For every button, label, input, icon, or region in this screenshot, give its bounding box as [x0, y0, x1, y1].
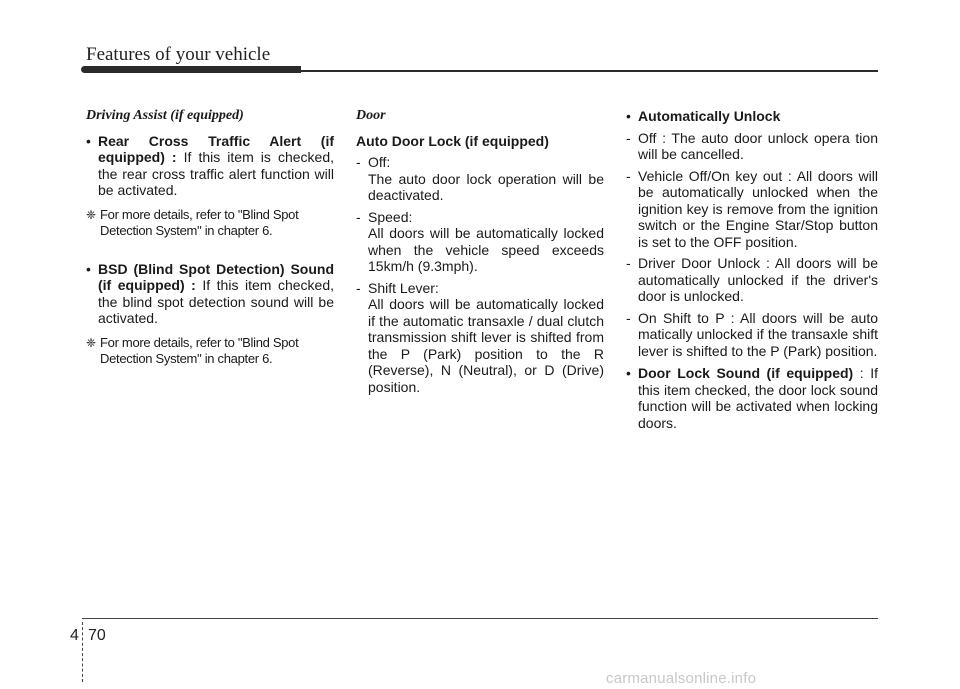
section-title-door: Door [356, 108, 386, 123]
list-item-unlock-shift-p: - On Shift to P : All doors will be auto matically unlocked if the transaxle shift lever is shifted to the P (Park) position. [626, 309, 878, 359]
page-chapter: 4 [70, 627, 79, 644]
list-item-off: - Off: The auto door lock operation will be deactivated. [356, 154, 604, 203]
header-bar-thick [81, 66, 301, 73]
header-bar-thin [296, 70, 878, 72]
item-text: Off : The auto door unlock opera tion will be cancelled. [638, 129, 878, 162]
column-automatically-unlock [626, 108, 878, 439]
column-door [356, 108, 604, 400]
item-label: Off: [368, 154, 391, 170]
note-text: For more details, refer to "Blind Spot Detection System" in chapter 6. [100, 206, 299, 238]
bullet-dot-icon: • [86, 260, 91, 277]
page-number: 70 [88, 627, 106, 644]
bullet-door-lock-sound [626, 365, 878, 431]
note-blind-spot-1 [86, 207, 334, 239]
item-text: On Shift to P : All doors will be auto matically unlocked if the transaxle shift lever is shifted to the P (Park) position. [638, 309, 878, 359]
bullet-bsd-sound [86, 261, 334, 327]
bullet-dot-icon: • [626, 108, 631, 124]
note-asterisk-icon: ❈ [86, 207, 96, 222]
subtitle-auto-door-lock: Auto Door Lock (if equipped) [356, 132, 549, 149]
footer-rule [82, 618, 878, 619]
bullet-dot-icon: • [626, 365, 631, 381]
item-label: Shift Lever: [368, 279, 439, 296]
column-driving-assist [86, 108, 334, 389]
item-text: Driver Door Unlock : All doors will be automatically unlocked if the driver's door is unlocked. [638, 255, 878, 304]
bullet-text: If this item is checked, the rear cross traffic alert function will be activated. [98, 149, 334, 198]
bullet-label: Rear Cross Traffic Alert (if equipped) : [98, 132, 334, 165]
note-text: For more details, refer to "Blind Spot Detection System" in chapter 6. [100, 334, 299, 366]
item-desc: The auto door lock operation will be deactivated. [368, 170, 604, 203]
note-asterisk-icon: ❈ [86, 335, 96, 350]
section-title-driving-assist: Driving Assist (if equipped) [86, 108, 244, 123]
bullet-title: Automatically Unlock [638, 108, 781, 124]
bullet-automatically-unlock [626, 108, 878, 125]
note-blind-spot-2 [86, 335, 334, 367]
bullet-rear-cross-traffic-alert [86, 133, 334, 199]
bullet-label: BSD (Blind Spot Detection) Sound (if equipped) : [98, 260, 334, 293]
list-item-unlock-off: - Off : The auto door unlock opera tion will be cancelled. [626, 129, 878, 162]
item-desc: All doors will be automatically locked if the automatic transaxle / dual clutch transmission shift lever is shifted from the P (Park) position to the R (Reverse), N (Neutral), or D (Drive) position. [368, 296, 604, 395]
bullet-text: If this item checked, the blind spot detection sound will be activated. [98, 277, 334, 326]
header-title: Features of your vehicle [86, 44, 271, 65]
bullet-text: : If this item checked, the door lock sound function will be activated when locking doors. [638, 365, 879, 431]
list-item-unlock-key-out: - Vehicle Off/On key out : All doors will be automatically unlocked when the ignition key is remove from the ignition switch or the Engine Star/Stop button is set to the OFF position. [626, 167, 878, 250]
bullet-dot-icon: • [86, 132, 91, 149]
bullet-label: Door Lock Sound (if equipped) [638, 365, 854, 381]
item-label: Speed: [368, 208, 413, 225]
footer-divider [82, 622, 83, 682]
watermark: carmanualsonline.info [606, 670, 757, 687]
item-text: Vehicle Off/On key out : All doors will be automatically unlocked when the ignition key is remove from the ignition switch or the Engine Star/Stop button is set to the OFF position. [638, 167, 878, 250]
list-item-unlock-driver-door: - Driver Door Unlock : All doors will be automatically unlocked if the driver's door is unlocked. [626, 255, 878, 304]
item-desc: All doors will be automatically locked when the vehicle speed exceeds 15km/h (9.3mph). [368, 225, 604, 274]
list-item-shift-lever: - Shift Lever: All doors will be automatically locked if the automatic transaxle / dual clutch transmission shift lever is shifted from the P (Park) position to the R (Reverse), N (Neutral), or D (Drive) position. [356, 279, 604, 395]
list-item-speed: - Speed: All doors will be automatically locked when the vehicle speed exceeds 15km/h (9.3mph). [356, 208, 604, 274]
